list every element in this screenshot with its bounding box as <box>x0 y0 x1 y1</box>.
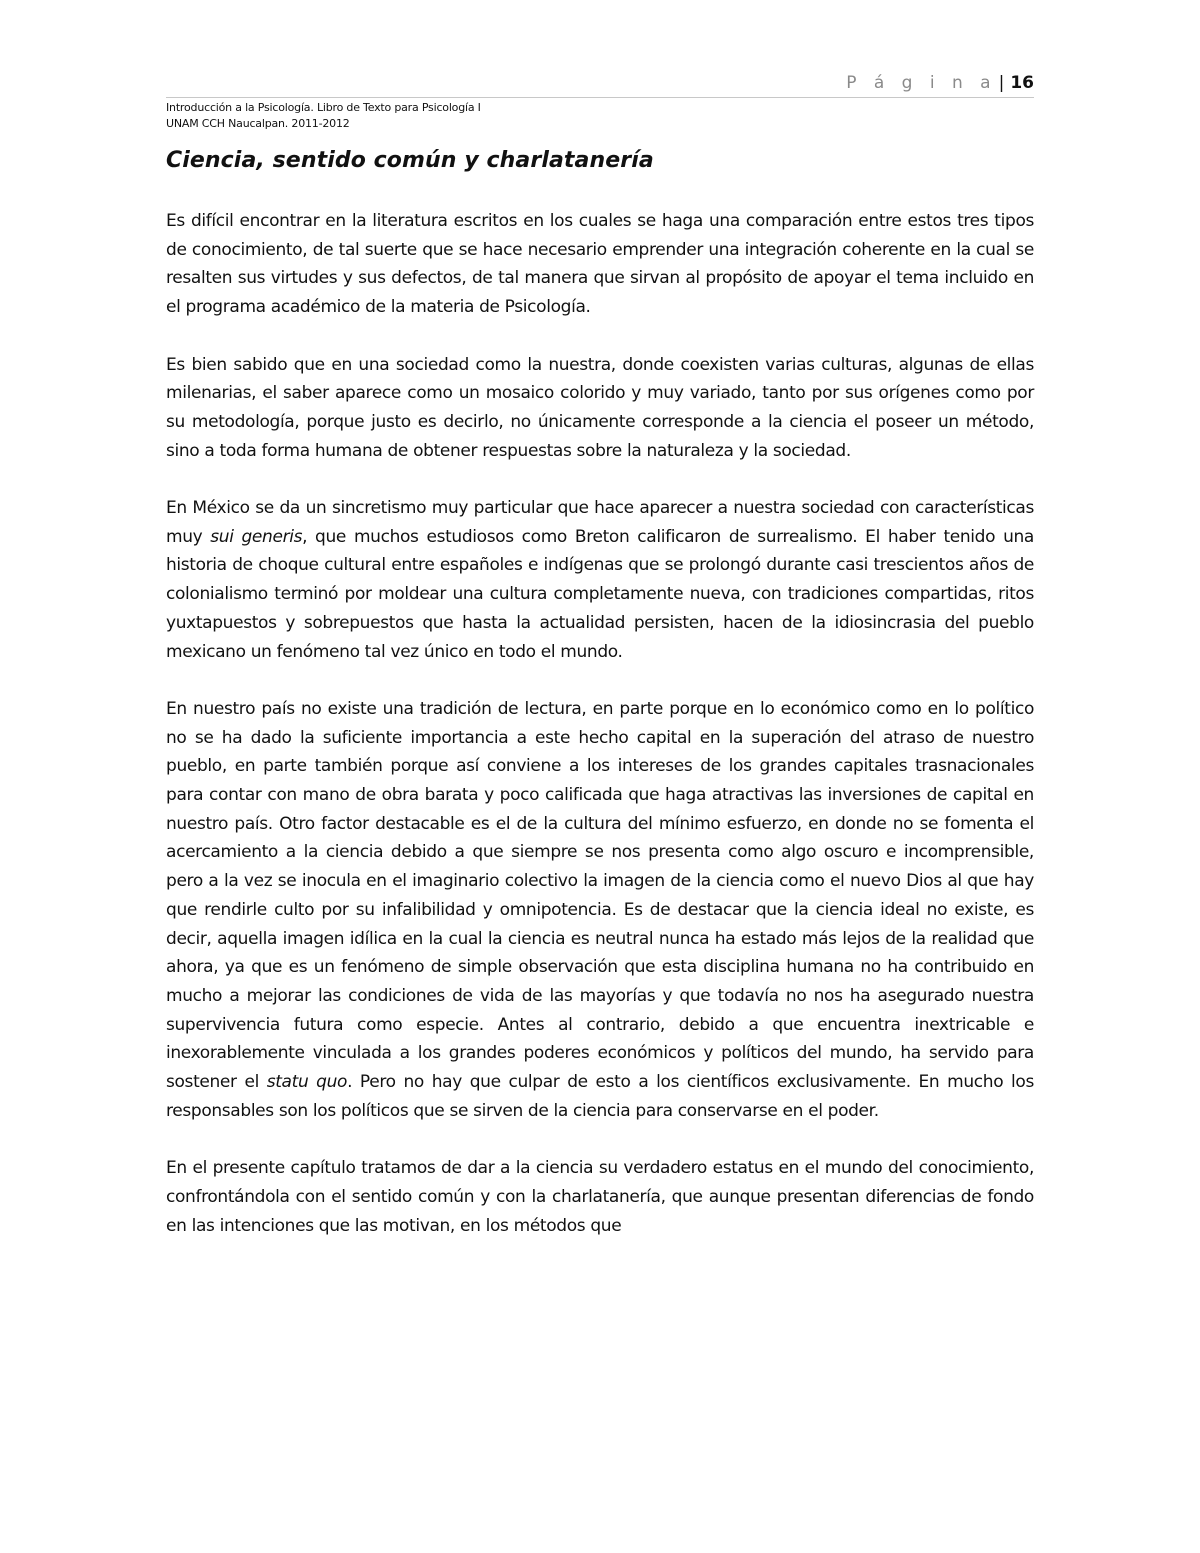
running-header-line-2: UNAM CCH Naucalpan. 2011-2012 <box>166 117 350 130</box>
running-header-line-1: Introducción a la Psicología. Libro de Texto para Psicología I <box>166 101 481 114</box>
page-label: P á g i n a <box>846 73 997 93</box>
running-header <box>166 100 481 132</box>
paragraph-5: En el presente capítulo tratamos de dar a la ciencia su verdadero estatus en el mundo del conocimiento, confrontándola con el sentido común y con la charlatanería, que aunque presentan diferencias de fondo en las intenciones que las motivan, en los métodos que <box>166 1158 1034 1236</box>
paragraph-4-text-a: En nuestro país no existe una tradición de lectura, en parte porque en lo económico como en lo político no se ha dado la suficiente importancia a este hecho capital en la superación del atraso de nuestro pueblo, en parte también porque así conviene a los intereses de los grandes capitales trasnacionales para contar con mano de obra barata y poco calificada que haga atractivas las inversiones de capital en nuestro país. Otro factor destacable es el de la cultura del mínimo esfuerzo, en donde no se fomenta el acercamiento a la ciencia debido a que siempre se nos presenta como algo oscuro e incomprensible, pero a la vez se inocula en el imaginario colectivo la imagen de la ciencia como el nuevo Dios al que hay que rendirle culto por su infalibilidad y omnipotencia. Es de destacar que la ciencia ideal no existe, es decir, aquella imagen idílica en la cual la ciencia es neutral nunca ha estado más lejos de la realidad que ahora, ya que es un fenómeno de simple observación que esta disciplina humana no ha contribuido en mucho a mejorar las condiciones de vida de las mayorías y que todavía no nos ha asegurado nuestra supervivencia futura como especie. Antes al contrario, debido a que encuentra inextricable e inexorablemente vinculada a los grandes poderes económicos y políticos del mundo, ha servido para sostener el <box>166 698 1034 1093</box>
header-divider <box>166 97 1034 98</box>
italic-term-sui-generis: sui generis <box>210 526 303 547</box>
page-number: 16 <box>1010 73 1034 93</box>
paragraph-3 <box>166 494 1034 666</box>
paragraph-3-text-b: , que muchos estudiosos como Breton calificaron de surrealismo. El haber tenido una historia de choque cultural entre españoles e indígenas que se prolongó durante casi trescientos años de colonialismo terminó por moldear una cultura completamente nueva, con tradiciones compartidas, ritos yuxtapuestos y sobrepuestos que hasta la actualidad persisten, hacen de la idiosincrasia del pueblo mexicano un fenómeno tal vez único en todo el mundo. <box>166 526 1034 662</box>
page-number-header <box>846 72 1034 94</box>
paragraph-2: Es bien sabido que en una sociedad como la nuestra, donde coexisten varias culturas, algunas de ellas milenarias, el saber aparece como un mosaico colorido y muy variado, tanto por sus orígenes como por su metodología, porque justo es decirlo, no únicamente corresponde a la ciencia el poseer un método, sino a toda forma humana de obtener respuestas sobre la naturaleza y la sociedad. <box>166 354 1034 461</box>
paragraph-1: Es difícil encontrar en la literatura escritos en los cuales se haga una comparación entre estos tres tipos de conocimiento, de tal suerte que se hace necesario emprender una integración coherente en la cual se resalten sus virtudes y sus defectos, de tal manera que sirvan al propósito de apoyar el tema incluido en el programa académico de la materia de Psicología. <box>166 211 1034 318</box>
paragraph-3-text-a: En México se da un sincretismo muy particular que hace aparecer a nuestra sociedad con características muy <box>166 498 1034 547</box>
body-text <box>166 207 1034 1240</box>
page-separator: | <box>998 73 1005 93</box>
section-title: Ciencia, sentido común y charlatanería <box>166 148 654 173</box>
paragraph-4-text-b: . Pero no hay que culpar de esto a los científicos exclusivamente. En mucho los responsables son los políticos que se sirven de la ciencia para conservarse en el poder. <box>166 1072 1034 1121</box>
paragraph-4 <box>166 695 1034 1126</box>
italic-term-statu-quo: statu quo <box>266 1072 348 1093</box>
